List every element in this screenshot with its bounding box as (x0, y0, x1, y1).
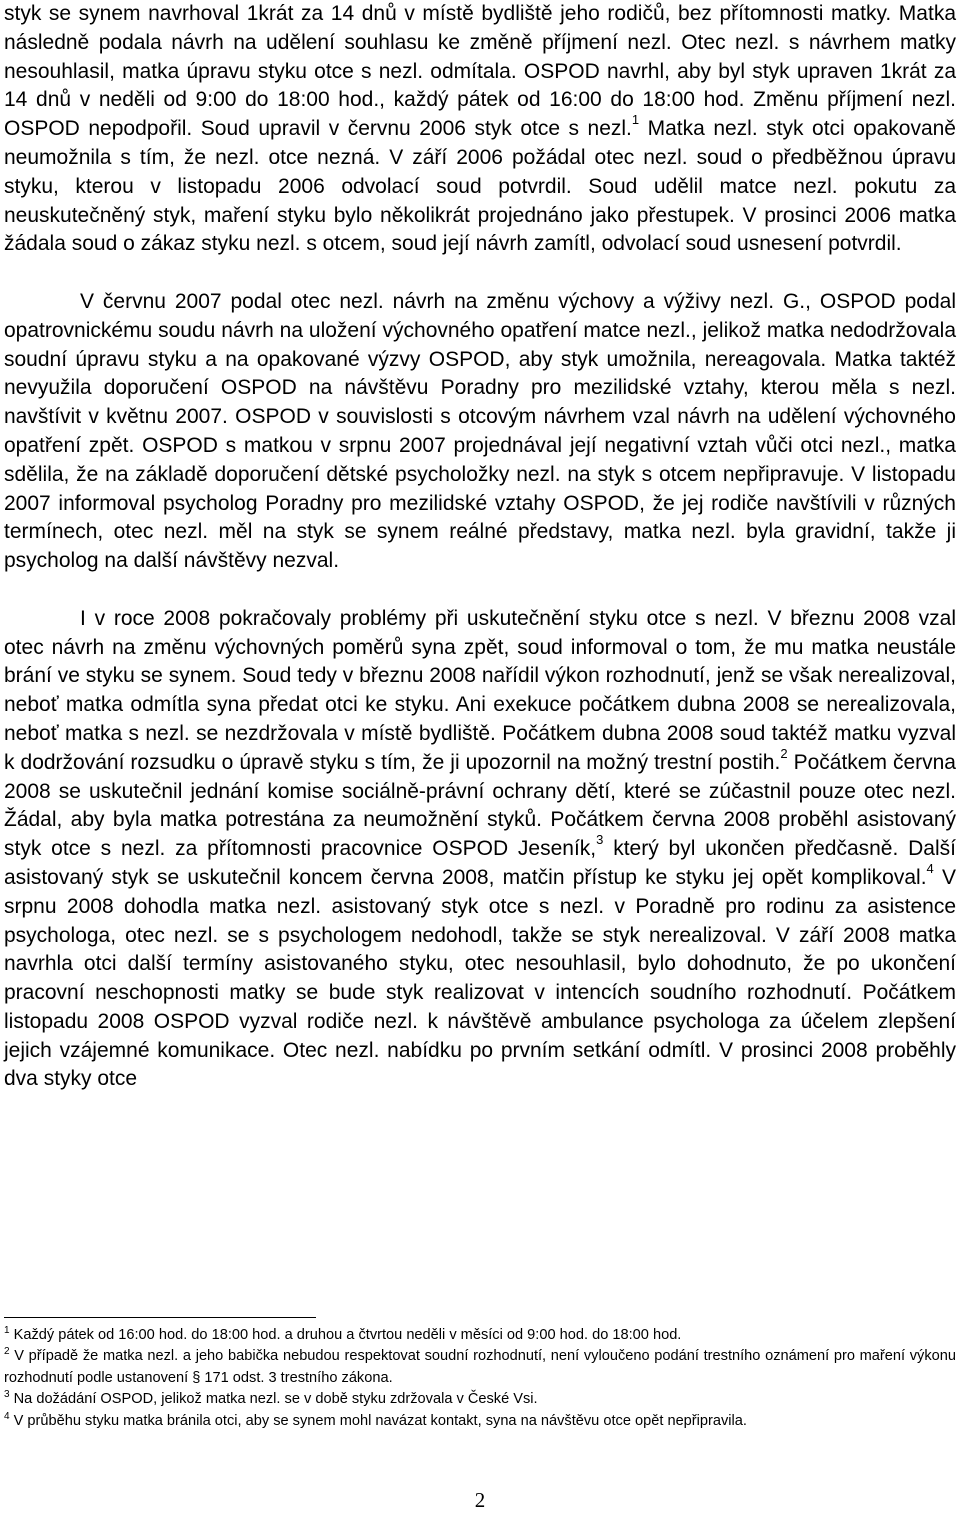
footnote-text: Každý pátek od 16:00 hod. do 18:00 hod. a druhou a čtvrtou neděli v měsíci od 9:00 hod. do 18:00 hod. (9, 1327, 682, 1343)
footnote-number: 3 (4, 1389, 10, 1401)
paragraph-1 (4, 0, 956, 259)
footnote-text: V případě že matka nezl. a jeho babička nebudou respektovat soudní rozhodnutí, není vyloučeno podání trestního oznámení pro maření výkonu rozhodnutí podle ustanovení § 171 odst. 3 trestního zákona. (4, 1348, 956, 1386)
footnote-ref-3[interactable]: 3 (596, 832, 604, 848)
footnote-number: 4 (4, 1410, 10, 1422)
paragraph-3 (4, 605, 956, 1095)
footnote-number: 1 (4, 1325, 10, 1337)
paragraph-1-text-b: Matka nezl. styk otci opakovaně neumožnila s tím, že nezl. otce nezná. V září 2006 požádal otec nezl. soud o předběžnou úpravu styku, kterou v listopadu 2006 odvolací soud potvrdil. Soud udělil matce nezl. pokutu za neuskutečněný styk, maření styku bylo několikrát projednáno jako přestupek. V prosinci 2006 matka žádala soud o zákaz styku nezl. s otcem, soud její návrh zamítl, odvolací soud usnesení potvrdil. (4, 117, 956, 256)
paragraph-3-text-d: V srpnu 2008 dohodla matka nezl. asistovaný styk otce s nezl. v Poradně pro rodinu za asistence psychologa, otec nezl. se s psychologem nedohodl, takže se styk nerealizoval. V září 2008 matka navrhla otci další termíny asistovaného styku, otec nesouhlasil, bylo dohodnuto, že po ukončení pracovní neschopnosti matky se bude styk realizovat v intencích soudního rozhodnutí. Počátkem listopadu 2008 OSPOD vyzval rodiče nezl. k návštěvě ambulance psychologa za účelem zlepšení jejich vzájemné komunikace. Otec nezl. nabídku po prvním setkání odmítl. V prosinci 2008 proběhly dva styky otce (4, 865, 956, 1091)
footnote-ref-4[interactable]: 4 (926, 860, 934, 876)
footnote-1 (4, 1325, 956, 1346)
paragraph-2: V červnu 2007 podal otec nezl. návrh na změnu výchovy a výživy nezl. G., OSPOD podal opatrovnickému soudu návrh na uložení výchovného opatření matce nezl., jelikož matka nedodržovala soudní úpravu styku a na opakované výzvy OSPOD, aby styk umožnila, nereagovala. Matka taktéž nevyužila doporučení OSPOD na návštěvu Poradny pro mezilidské vztahy, kterou měla s nezl. navštívit v květnu 2007. OSPOD v souvislosti s otcovým návrhem vzal návrh na udělení výchovného opatření zpět. OSPOD s matkou v srpnu 2007 projednával její negativní vztah vůči otci nezl., matka sdělila, že na základě doporučení dětské psycholožky nezl. na styk s otcem nepřipravuje. V listopadu 2007 informoval psycholog Poradny pro mezilidské vztahy OSPOD, že jej rodiče navštívili v různých termínech, otec nezl. měl na styk se synem reálné představy, matka nezl. byla gravidní, takže ji psycholog na další návštěvy nezval. (4, 289, 956, 573)
footnote-number: 2 (4, 1346, 10, 1358)
footnote-3 (4, 1389, 956, 1410)
footnote-ref-2[interactable]: 2 (780, 745, 788, 761)
paragraph-1-text-a: styk se synem navrhoval 1krát za 14 dnů v místě bydliště jeho rodičů, bez přítomnosti matky. Matka následně podala návrh na udělení souhlasu ke změně příjmení nezl. Otec nezl. s návrhem matky nesouhlasil, matka úpravu styku otce s nezl. odmítala. OSPOD navrhl, aby byl styk upraven 1krát za 14 dnů v neděli od 9:00 do 18:00 hod., každý pátek od 16:00 do 18:00 hod. Změnu příjmení nezl. OSPOD nepodpořil. Soud upravil v červnu 2006 styk otce s nezl. (4, 2, 956, 141)
footnote-2 (4, 1346, 956, 1389)
document-body (4, 0, 956, 1094)
footnote-4 (4, 1411, 956, 1432)
page-number: 2 (474, 1488, 486, 1512)
document-page (4, 0, 956, 1094)
paragraph-3-text-b: Počátkem června 2008 se uskutečnil jednání komise sociálně-právní ochrany dětí, které se zúčastnil pouze otec nezl. Žádal, aby byla matka potrestána za neumožnění styků. Počátkem června 2008 proběhl asistovaný styk otce s nezl. za přítomnosti pracovnice OSPOD Jeseník, (4, 750, 956, 861)
footnote-text: V průběhu styku matka bránila otci, aby se synem mohl navázat kontakt, syna na návštěvu otce opět nepřipravila. (9, 1412, 747, 1429)
footnote-text: Na dožádání OSPOD, jelikož matka nezl. se v době styku zdržovala v České Vsi. (9, 1391, 538, 1408)
paragraph-3-text-a: I v roce 2008 pokračovaly problémy při uskutečnění styku otce s nezl. V březnu 2008 vzal otec návrh na změnu výchovných poměrů syna zpět, soud informoval o tom, že mu matka neustále brání ve styku se synem. Soud tedy v březnu 2008 nařídil výkon rozhodnutí, jenž se však nerealizoval, neboť matka odmítla syna předat otci ke styku. Ani exekuce počátkem dubna 2008 se nerealizovala, neboť matka s nezl. se nezdržovala v místě bydliště. Počátkem dubna 2008 soud taktéž matku vyzval k dodržování rozsudku o úpravě styku s tím, že ji upozornil na možný trestní postih. (4, 606, 956, 774)
footnote-separator (4, 1317, 316, 1318)
paragraph-3-text-c: který byl ukončen předčasně. Další asistovaný styk se uskutečnil koncem června 2008, matčin přístup ke styku jej opět komplikoval. (4, 837, 956, 889)
footnotes-section (4, 1317, 956, 1432)
footnote-ref-1[interactable]: 1 (631, 112, 640, 128)
